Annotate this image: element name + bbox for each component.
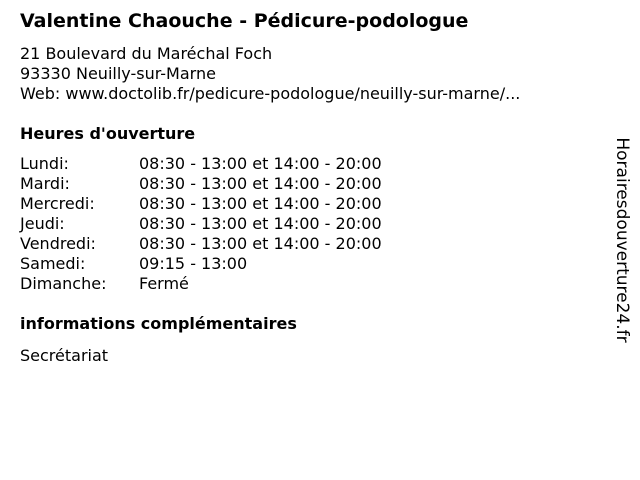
business-title: Valentine Chaouche - Pédicure-podologue xyxy=(20,10,469,32)
hours-value: 08:30 - 13:00 et 14:00 - 20:00 xyxy=(139,234,382,253)
info-item-secretariat: Secrétariat xyxy=(20,346,109,365)
address-street: 21 Boulevard du Maréchal Foch xyxy=(20,44,273,63)
hours-value: 08:30 - 13:00 et 14:00 - 20:00 xyxy=(139,154,382,173)
day-label: Dimanche: xyxy=(20,274,107,293)
site-watermark: Horairesdouverture24.fr xyxy=(612,137,632,343)
hours-value: Fermé xyxy=(139,274,189,293)
day-label: Mercredi: xyxy=(20,194,95,213)
hours-value: 08:30 - 13:00 et 14:00 - 20:00 xyxy=(139,214,382,233)
day-label: Vendredi: xyxy=(20,234,96,253)
hours-value: 09:15 - 13:00 xyxy=(139,254,248,273)
additional-info-heading: informations complémentaires xyxy=(20,314,297,333)
opening-hours-heading: Heures d'ouverture xyxy=(20,124,196,143)
hours-value: 08:30 - 13:00 et 14:00 - 20:00 xyxy=(139,174,382,193)
additional-info-list xyxy=(20,346,108,366)
day-label: Mardi: xyxy=(20,174,70,193)
website-line[interactable]: Web: www.doctolib.fr/pedicure-podologue/neuilly-sur-marne/... xyxy=(20,84,521,103)
day-label: Lundi: xyxy=(20,154,69,173)
address-block xyxy=(20,44,520,104)
day-label: Jeudi: xyxy=(20,214,65,233)
hours-value: 08:30 - 13:00 et 14:00 - 20:00 xyxy=(139,194,382,213)
day-label: Samedi: xyxy=(20,254,86,273)
address-city: 93330 Neuilly-sur-Marne xyxy=(20,64,216,83)
